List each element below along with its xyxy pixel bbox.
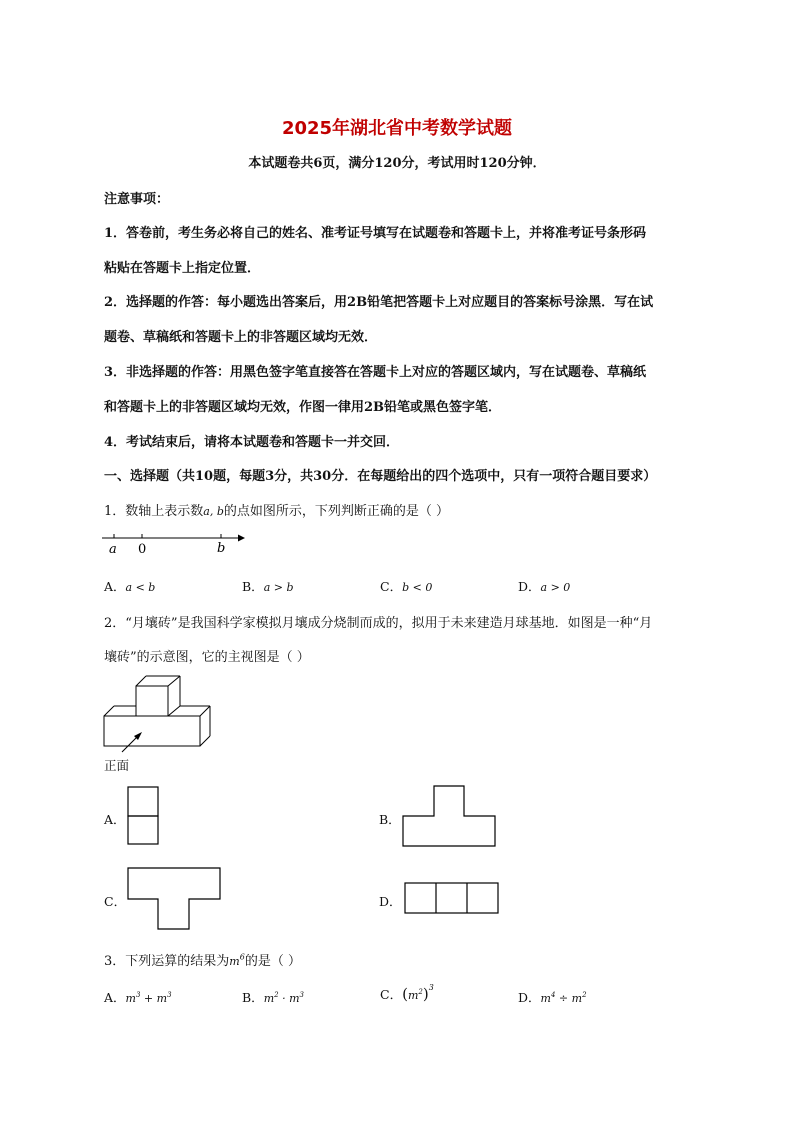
notice-item-2-line-1: 2．选择题的作答：每小题选出答案后，用2B铅笔把答题卡上对应题目的答案标号涂黑．写在试	[104, 295, 654, 310]
q1-stem-math: a, b	[203, 505, 224, 518]
axis-label-b: b	[217, 541, 226, 556]
notice-heading: 注意事项：	[104, 192, 170, 207]
q2-option-d-figure[interactable]	[404, 882, 500, 916]
q3-option-a[interactable]: A．$m^3 + m^3$	[104, 990, 172, 1005]
notice-item-3-line-2: 和答题卡上的非答题区域均无效，作图一律用2B铅笔或黑色签字笔．	[104, 400, 502, 415]
exam-subtitle: 本试题卷共6页，满分120分，考试用时120分钟．	[248, 156, 546, 171]
q3-option-d[interactable]: D．$m^4 \div m^2$	[518, 990, 587, 1005]
q3-option-b[interactable]: B．$m^2 \cdot m^3$	[242, 990, 304, 1005]
q2-option-b-label[interactable]: B．	[379, 812, 401, 827]
notice-item-3-line-1: 3．非选择题的作答：用黑色签字笔直接答在答题卡上对应的答题区域内，写在试题卷、草稿纸	[104, 365, 647, 380]
question-3-stem: 3．下列运算的结果为$m^6$的是（ ）	[104, 952, 301, 969]
q1-option-b[interactable]: B．a > b	[242, 579, 294, 594]
q2-option-c-figure[interactable]	[127, 867, 223, 931]
notice-item-1-line-2: 粘贴在答题卡上指定位置．	[104, 261, 261, 276]
question-2-stem-line-2: 壤砖”的示意图，它的主视图是（ ）	[104, 650, 310, 665]
notice-item-2-line-2: 题卷、草稿纸和答题卡上的非答题区域均无效．	[104, 330, 378, 345]
q1-option-c[interactable]: C．b < 0	[380, 579, 433, 594]
axis-label-a: a	[109, 542, 117, 557]
section-1-heading: 一、选择题（共10题，每题3分，共30分．在每题给出的四个选项中，只有一项符合题目要求）	[104, 469, 657, 484]
q1-option-a[interactable]: A．a < b	[104, 579, 156, 594]
q2-option-b-figure[interactable]	[402, 785, 498, 847]
axis-label-zero: 0	[138, 542, 147, 557]
front-face-label: 正面	[104, 758, 130, 773]
notice-item-1-line-1: 1．答卷前，考生务必将自己的姓名、准考证号填写在试题卷和答题卡上，并将准考证号条形码	[104, 226, 647, 241]
q1-option-d[interactable]: D．a > 0	[518, 579, 571, 594]
question-1-stem	[104, 500, 449, 519]
q3-option-c[interactable]: C．$(m^2)^3$	[380, 982, 434, 1003]
question-2-stem-line-1: 2．“月壤砖”是我国科学家模拟月壤成分烧制而成的，拟用于未来建造月球基地．如图是一种“月	[104, 616, 653, 631]
q2-option-a-label[interactable]: A．	[104, 812, 126, 827]
q1-stem-after: 的点如图所示，下列判断正确的是（ ）	[223, 504, 450, 519]
arrow-right-icon	[238, 535, 245, 542]
number-line-figure	[100, 530, 250, 560]
q1-stem-before: 1．数轴上表示数	[104, 504, 204, 519]
notice-item-4: 4．考试结束后，请将本试题卷和答题卡一并交回．	[104, 435, 400, 450]
q2-option-c-label[interactable]: C．	[104, 894, 127, 909]
exam-title: 2025年湖北省中考数学试题	[281, 118, 513, 139]
q2-option-d-label[interactable]: D．	[379, 894, 402, 909]
q2-option-a-figure[interactable]	[127, 786, 161, 846]
